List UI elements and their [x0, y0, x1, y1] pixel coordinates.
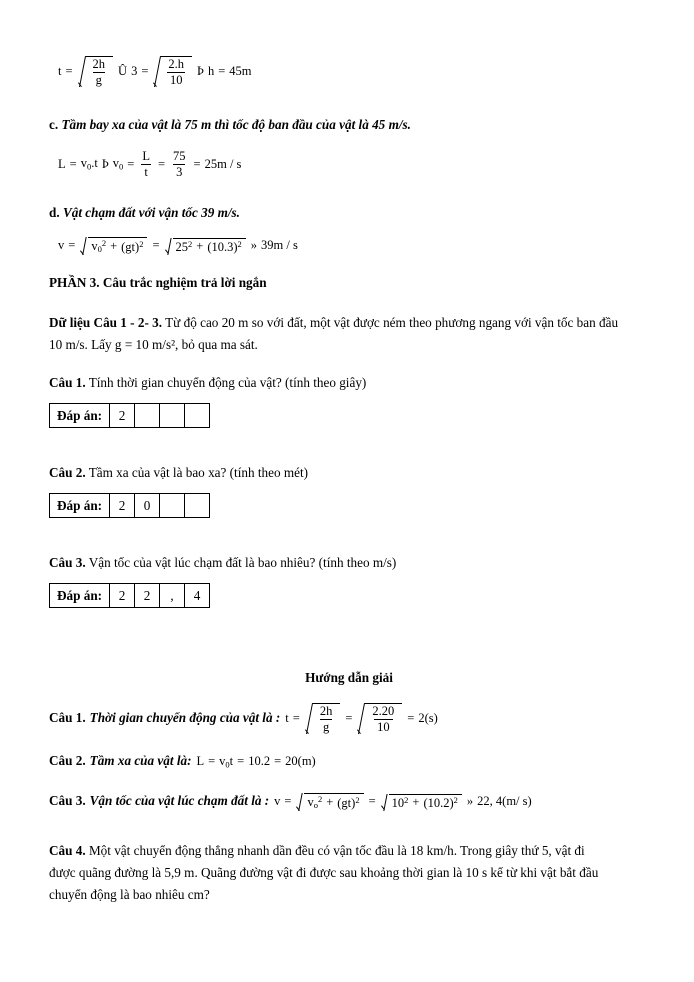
solution-2-math: L = $v_0t$ = 10.2 = 20(m)	[196, 753, 316, 769]
answer-3-cell-4[interactable]: 4	[193, 587, 201, 603]
question-4	[49, 840, 649, 861]
solution-1-math: t = $\frac{2h}{g}$ = $\frac{2.20}{10}$ = 2(s)	[285, 704, 438, 735]
solution-3	[49, 790, 649, 811]
question-4-line2-wrap	[49, 862, 649, 883]
solution-2	[49, 750, 649, 771]
question-1	[49, 372, 649, 393]
answer-2-cell-1[interactable]: 2	[110, 494, 135, 517]
solution-3-math: v = $v_o^2$ + (gt)$^2$ = $10^2$ + $(10.2)^2$ » 22, 4(m/ s)	[274, 794, 532, 811]
solution-heading: Hướng dẫn giải	[305, 670, 393, 685]
solution-3-marker: Câu 3.	[49, 793, 86, 808]
data-block-line1: Từ độ cao 20 m so với đất, một vật được ném theo phương ngang với vận tốc ban đầu	[165, 315, 619, 330]
answer-3-cell-3[interactable]: ,	[160, 584, 185, 607]
question-1-text: Tính thời gian chuyển động của vật? (tính theo giây)	[88, 375, 367, 390]
answer-2-label: Đáp án:	[50, 494, 110, 517]
answer-3-cell-1[interactable]: 2	[110, 584, 135, 607]
data-block-line2-wrap	[49, 334, 649, 355]
question-3-marker: Câu 3.	[49, 555, 86, 570]
question-4-line3: chuyển động là bao nhiêu cm?	[49, 887, 210, 902]
answer-2-cell-2[interactable]: 0	[135, 494, 160, 517]
answer-3-label: Đáp án:	[50, 584, 110, 607]
equation-c-math: L = $v_0.t$ Þ $v_0$ = $\frac{L}{t}$ = $\frac{75}{3}$ = 25m / s	[58, 149, 242, 180]
equation-a	[57, 56, 253, 87]
section-title: PHẦN 3. Câu trắc nghiệm trả lời ngắn	[49, 275, 267, 290]
answer-row-2[interactable]	[49, 493, 210, 518]
answer-1-cell-1[interactable]: 2	[110, 404, 135, 427]
question-3	[49, 552, 649, 573]
item-d-text: Vật chạm đất với vận tốc 39 m/s.	[62, 205, 240, 220]
question-3-text: Vận tốc của vật lúc chạm đất là bao nhiêu? (tính theo m/s)	[88, 555, 397, 570]
question-4-line1: Một vật chuyển động thẳng nhanh dần đều có vận tốc đầu là 18 km/h. Trong giây thứ 5, vật đi	[88, 843, 585, 858]
item-c	[49, 114, 649, 135]
data-block-label: Dữ liệu Câu 1 - 2- 3.	[49, 315, 163, 330]
data-block	[49, 312, 649, 333]
answer-row-1[interactable]	[49, 403, 210, 428]
solution-3-text: Vận tốc của vật lúc chạm đất là :	[89, 793, 270, 808]
answer-row-3[interactable]	[49, 583, 210, 608]
item-c-text: Tầm bay xa của vật là 75 m thì tốc độ ban đầu của vật là 45 m/s.	[61, 117, 411, 132]
question-2-marker: Câu 2.	[49, 465, 86, 480]
equation-c	[57, 150, 242, 179]
solution-1-text: Thời gian chuyển động của vật là :	[89, 709, 281, 725]
item-d	[49, 202, 649, 223]
answer-1-label: Đáp án:	[50, 404, 110, 427]
question-4-line3-wrap	[49, 884, 649, 905]
question-1-marker: Câu 1.	[49, 375, 86, 390]
solution-1	[49, 703, 649, 734]
item-c-marker: c.	[49, 117, 59, 132]
answer-2-cell-4[interactable]	[185, 494, 209, 517]
solution-2-marker: Câu 2.	[49, 753, 86, 768]
solution-2-text: Tầm xa của vật là:	[89, 753, 192, 768]
answer-2-cell-3[interactable]	[160, 494, 185, 517]
answer-3-cell-2[interactable]: 2	[135, 584, 160, 607]
answer-1-cell-3[interactable]	[160, 404, 185, 427]
equation-d	[57, 236, 299, 255]
solution-1-marker: Câu 1.	[49, 709, 86, 725]
data-block-line2: 10 m/s. Lấy g = 10 m/s², bỏ qua ma sát.	[49, 337, 258, 352]
equation-d-math: v = $v_0^2$ + (gt)$^2$ = $25^2$ + $(10.3)^2$ » 39m / s	[58, 238, 298, 255]
equation-a-math: t = $\frac{2h}{g}$ Û 3 = $\frac{2.h}{10}$ Þ h = 45m	[58, 57, 252, 88]
question-4-line2: được quãng đường là 5,9 m. Quãng đường vật đi được sau khoảng thời gian là 10 s kể từ khi vật bắt đầu	[49, 865, 599, 880]
question-2-text: Tầm xa của vật là bao xa? (tính theo mét)	[88, 465, 309, 480]
question-2	[49, 462, 649, 483]
question-4-marker: Câu 4.	[49, 843, 86, 858]
answer-1-cell-4[interactable]	[185, 404, 209, 427]
item-d-marker: d.	[49, 205, 60, 220]
answer-1-cell-2[interactable]	[135, 404, 160, 427]
